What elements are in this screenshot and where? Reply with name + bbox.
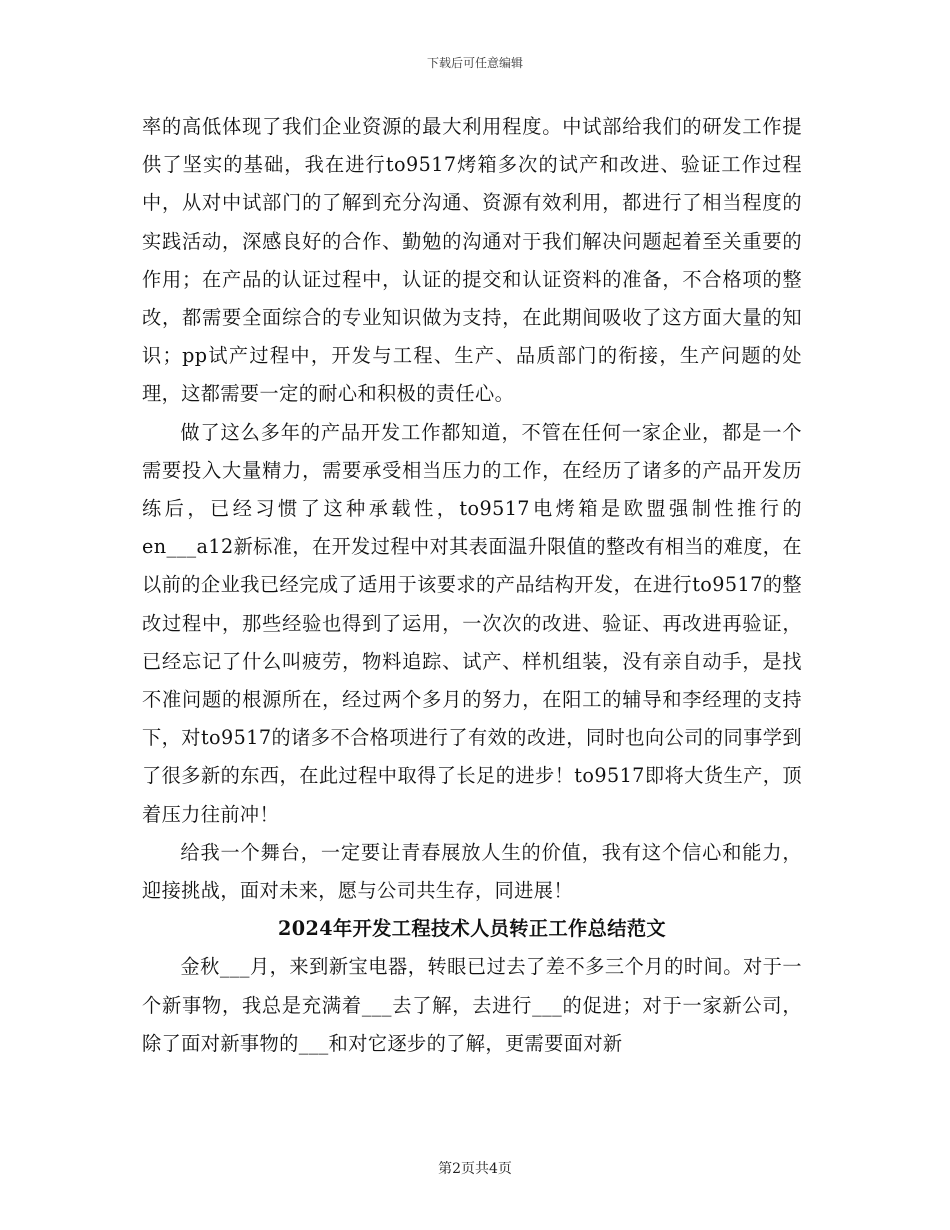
section-title: 2024年开发工程技术人员转正工作总结范文 <box>278 917 666 941</box>
section-paragraph: 金秋___月，来到新宝电器，转眼已过去了差不多三个月的时间。对于一个新事物，我总是充满着___去了解，去进行___的促进；对于一家新公司，除了面对新事物的___和对它逐步的了解，更需要面对新 <box>142 955 802 1055</box>
page-number: 第2页共4页 <box>438 1161 512 1177</box>
page-header: 下载后可任意编辑 <box>426 56 523 70</box>
paragraph-3: 给我一个舞台，一定要让青春展放人生的价值，我有这个信心和能力，迎接挑战，面对未来，愿与公司共生存，同进展！ <box>142 840 802 903</box>
paragraph-1: 率的高低体现了我们企业资源的最大利用程度。中试部给我们的研发工作提供了坚实的基础，我在进行to9517烤箱多次的试产和改进、验证工作过程中，从对中试部门的了解到充分沟通、资源有效利用，都进行了相当程度的实践活动，深感良好的合作、勤勉的沟通对于我们解决问题起着至关重要的作用；在产品的认证过程中，认证的提交和认证资料的准备，不合格项的整改，都需要全面综合的专业知识做为支持，在此期间吸收了这方面大量的知识；pp试产过程中，开发与工程、生产、品质部门的衔接，生产问题的处理，这都需要一定的耐心和积极的责任心。 <box>142 115 802 406</box>
document-body <box>142 108 802 1063</box>
paragraph-2: 做了这么多年的产品开发工作都知道，不管在任何一家企业，都是一个需要投入大量精力，需要承受相当压力的工作，在经历了诸多的产品开发历练后，已经习惯了这种承载性，to9517电烤箱是欧盟强制性推行的en___a12新标准，在开发过程中对其表面温升限值的整改有相当的难度，在以前的企业我已经完成了适用于该要求的产品结构开发，在进行to9517的整改过程中，那些经验也得到了运用，一次次的改进、验证、再改进再验证，已经忘记了什么叫疲劳，物料追踪、试产、样机组装，没有亲自动手，是找不准问题的根源所在，经过两个多月的努力，在阳工的辅导和李经理的支持下，对to9517的诸多不合格项进行了有效的改进，同时也向公司的同事学到了很多新的东西，在此过程中取得了长足的进步！to9517即将大货生产，顶着压力往前冲！ <box>142 420 802 826</box>
